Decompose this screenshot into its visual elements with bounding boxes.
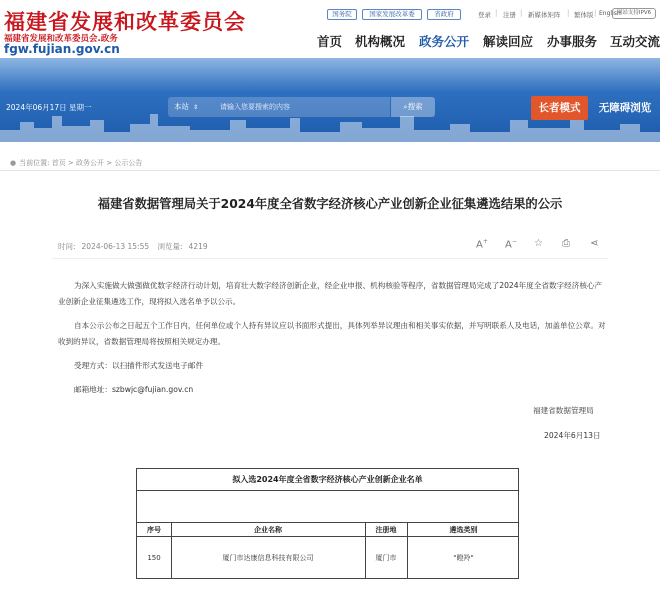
login-link[interactable]: 登录 <box>478 11 491 19</box>
top-link-divider: | <box>594 9 597 17</box>
article-paragraph: 为深入实施做大做强做优数字经济行动计划，培育壮大数字经济创新企业，经企业申报、机构核验等程序，省数据管理局完成了2024年度全省数字经济核心产业创新企业征集遴选工作，现将拟入选名单予以公示。 <box>58 281 603 306</box>
nav-gov-affairs[interactable]: 政务公开 <box>419 34 470 49</box>
header-cell-company: 企业名称 <box>254 525 282 534</box>
header-cell-index: 序号 <box>147 525 161 534</box>
breadcrumb-item-home[interactable]: 首页 <box>51 159 66 167</box>
chevron-updown-icon: ⇕ <box>193 104 199 111</box>
publish-time-label: 时间: <box>58 242 76 251</box>
location-pin-icon: ● <box>10 159 17 167</box>
table-column-rule <box>407 523 408 579</box>
header-cell-category: 遴选类别 <box>449 525 478 534</box>
cell-company: 厦门市达康信息科技有限公司 <box>222 554 314 562</box>
register-link[interactable]: 注册 <box>503 11 516 19</box>
breadcrumb-item-notices[interactable]: 公示公告 <box>114 159 143 167</box>
nav-services[interactable]: 办事服务 <box>547 34 598 49</box>
traditional-chinese-link[interactable]: 繁体版 <box>574 11 594 19</box>
top-link-ndrc[interactable]: 国家发展改革委 <box>362 9 422 20</box>
top-link-divider: | <box>520 9 523 17</box>
current-date: 2024年06月17日 星期一 <box>6 103 92 112</box>
breadcrumb-divider <box>0 170 660 171</box>
ipv6-badge: 网站支持IPV6 <box>612 8 656 19</box>
cell-region: 厦门市 <box>375 554 397 562</box>
cell-category: "瞪羚" <box>453 554 474 562</box>
publish-time: 2024-06-13 15:55 <box>81 242 150 251</box>
candidate-table <box>136 468 519 579</box>
article-title: 福建省数据管理局关于2024年度全省数字经济核心产业创新企业征集遴选结果的公示 <box>97 197 563 211</box>
search-scope-select[interactable] <box>168 97 212 117</box>
meta-divider <box>52 258 608 259</box>
site-logo-domain: fgw.fujian.gov.cn <box>4 42 120 56</box>
header-cell-region: 注册地 <box>375 525 397 534</box>
accessibility-button[interactable]: 无障碍浏览 <box>598 102 652 114</box>
table-spacer <box>137 491 518 523</box>
nav-home[interactable]: 首页 <box>317 34 343 49</box>
article-meta <box>58 241 214 252</box>
search-button-label: 搜索 <box>407 102 423 111</box>
table-header-row <box>137 523 518 537</box>
elder-mode-button[interactable]: 长者模式 <box>531 96 588 120</box>
nav-interpretation[interactable]: 解读回应 <box>483 34 534 49</box>
search-button[interactable] <box>391 97 435 117</box>
cell-index: 150 <box>147 554 161 562</box>
share-icon[interactable]: ⋖ <box>590 238 599 249</box>
new-media-link[interactable]: 新媒体矩阵 <box>528 11 561 19</box>
article-signature: 福建省数据管理局 <box>533 406 594 415</box>
search-input[interactable]: 请输入您要搜索的内容 <box>212 97 390 117</box>
top-link-state-council[interactable]: 国务院 <box>327 9 357 20</box>
nav-interaction[interactable]: 互动交流 <box>610 34 660 49</box>
table-row <box>137 537 518 579</box>
nav-about[interactable]: 机构概况 <box>355 34 406 49</box>
article-paragraph: 自本公示公布之日起五个工作日内，任何单位或个人持有异议应以书面形式提出，具体列举异议理由和相关事实依据，并写明联系人及电话，加盖单位公章。对收到的异议，省数据管理局将按照相关规定办理。 <box>58 321 606 346</box>
site-logo-subtitle: 福建省发展和改革委员会.政务 <box>4 34 118 44</box>
article-paragraph: 受理方式：以扫描件形式发送电子邮件 <box>74 361 204 370</box>
breadcrumb-item-gov-affairs[interactable]: 政务公开 <box>76 159 105 167</box>
top-link-divider: | <box>495 9 498 17</box>
article-sign-date: 2024年6月13日 <box>544 431 601 440</box>
table-title: 拟入选2024年度全省数字经济核心产业创新企业名单 <box>137 469 518 491</box>
site-header <box>0 0 660 58</box>
table-column-rule <box>171 523 172 579</box>
site-logo-title[interactable]: 福建省发展和改革委员会 <box>4 9 246 34</box>
font-increase-icon[interactable]: A+ <box>476 238 488 251</box>
search-scope-label: 本站 <box>174 102 189 111</box>
view-count-label: 浏览量: <box>157 242 183 251</box>
breadcrumb: ● 当前位置: 首页 > 政务公开 > 公示公告 <box>10 159 143 167</box>
search-icon: ⌕ <box>403 102 408 111</box>
table-column-rule <box>365 523 366 579</box>
english-link[interactable]: English <box>599 10 621 17</box>
top-link-provincial-gov[interactable]: 省政府 <box>427 9 461 20</box>
star-icon[interactable]: ☆ <box>534 238 543 249</box>
top-link-divider: | <box>567 9 570 17</box>
view-count: 4219 <box>188 242 208 251</box>
print-icon[interactable]: ⎙ <box>562 238 570 249</box>
font-decrease-icon[interactable]: A− <box>505 238 517 251</box>
breadcrumb-label: 当前位置: <box>19 159 50 167</box>
article-paragraph: 邮箱地址：szbwjc@fujian.gov.cn <box>74 385 194 394</box>
